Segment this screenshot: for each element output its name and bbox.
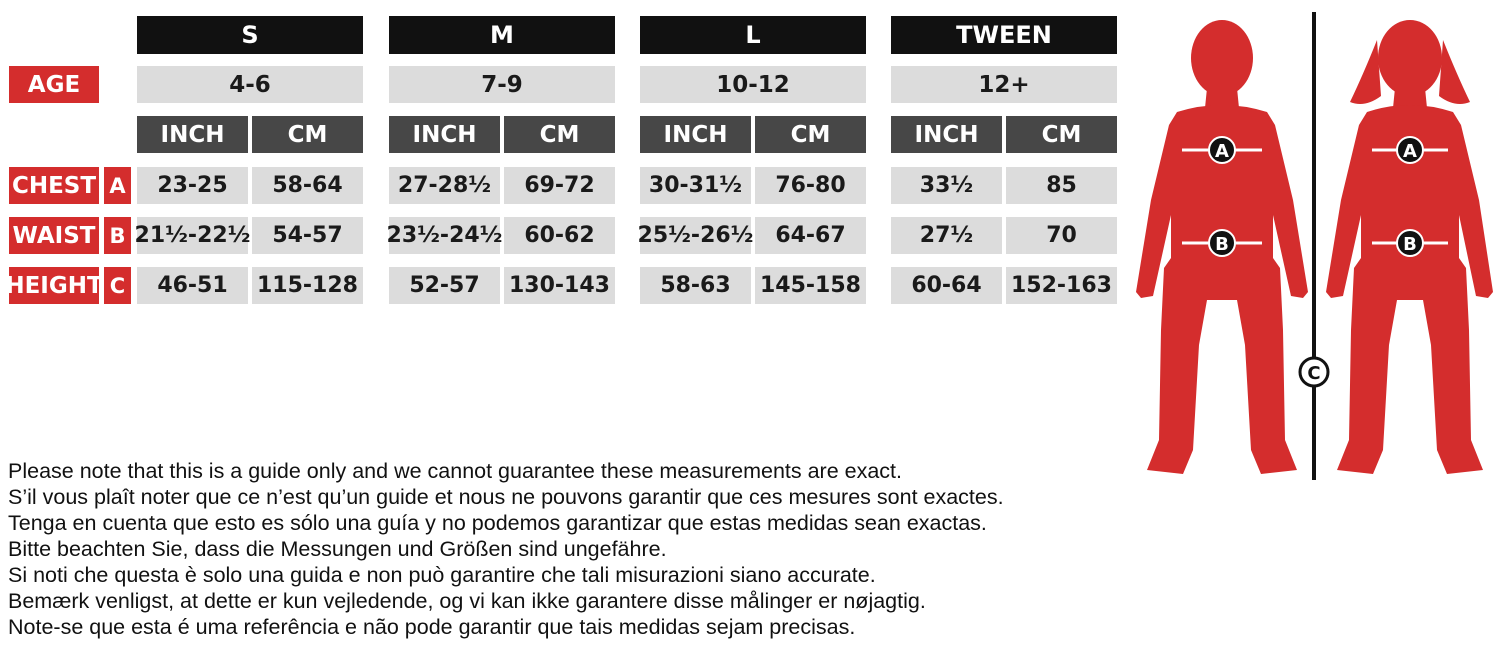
age-value-l: 10-12 <box>640 66 866 103</box>
size-header-l: L <box>640 16 866 54</box>
size-header-tween: TWEEN <box>891 16 1117 54</box>
row-letter-height: C <box>104 267 131 304</box>
waist-cm-l: 64-67 <box>755 217 866 254</box>
height-cm-tween: 152-163 <box>1006 267 1117 304</box>
age-value-s: 4-6 <box>137 66 363 103</box>
note-english: Please note that this is a guide only and we cannot guarantee these measurements are exact. <box>8 459 903 483</box>
note-german: Bitte beachten Sie, dass die Messungen und Größen sind ungefähre. <box>8 537 667 561</box>
size-header-m: M <box>389 16 615 54</box>
age-value-m: 7-9 <box>389 66 615 103</box>
chest-inch-s: 23-25 <box>137 167 248 204</box>
height-inch-l: 58-63 <box>640 267 751 304</box>
row-letter-waist: B <box>104 217 131 254</box>
height-cm-s: 115-128 <box>252 267 363 304</box>
height-inch-m: 52-57 <box>389 267 500 304</box>
waist-cm-tween: 70 <box>1006 217 1117 254</box>
note-french: S’il vous plaît noter que ce n’est qu’un guide et nous ne pouvons garantir que ces mesures sont exactes. <box>8 485 1004 509</box>
unit-cm-m: CM <box>504 116 615 153</box>
waist-inch-m: 23½-24½ <box>389 217 500 254</box>
row-label-waist: WAIST <box>9 217 99 254</box>
row-label-chest: CHEST <box>9 167 99 204</box>
row-label-age: AGE <box>9 66 99 103</box>
waist-cm-s: 54-57 <box>252 217 363 254</box>
marker-height <box>1300 358 1328 386</box>
marker-waist-boy-label: B <box>1215 234 1229 255</box>
row-letter-chest: A <box>104 167 131 204</box>
chest-cm-s: 58-64 <box>252 167 363 204</box>
chest-inch-l: 30-31½ <box>640 167 751 204</box>
unit-cm-s: CM <box>252 116 363 153</box>
unit-inch-s: INCH <box>137 116 248 153</box>
chest-inch-tween: 33½ <box>891 167 1002 204</box>
marker-chest-girl <box>1397 137 1423 163</box>
disclaimer-notes <box>8 458 1128 640</box>
chest-cm-tween: 85 <box>1006 167 1117 204</box>
unit-inch-tween: INCH <box>891 116 1002 153</box>
marker-chest-boy-label: A <box>1215 141 1229 162</box>
marker-waist-girl-label: B <box>1403 234 1417 255</box>
chest-inch-m: 27-28½ <box>389 167 500 204</box>
note-spanish: Tenga en cuenta que esto es sólo una guía y no podemos garantizar que estas medidas sean exactas. <box>8 511 987 535</box>
height-cm-l: 145-158 <box>755 267 866 304</box>
note-danish: Bemærk venligst, at dette er kun vejledende, og vi kan ikke garantere disse målinger er nøjagtig. <box>8 589 926 613</box>
marker-height-label: C <box>1307 363 1321 384</box>
waist-inch-s: 21½-22½ <box>137 217 248 254</box>
waist-inch-l: 25½-26½ <box>640 217 751 254</box>
marker-chest-girl-label: A <box>1403 141 1417 162</box>
chest-cm-m: 69-72 <box>504 167 615 204</box>
marker-chest-boy <box>1209 137 1235 163</box>
unit-cm-tween: CM <box>1006 116 1117 153</box>
size-header-s: S <box>137 16 363 54</box>
chest-cm-l: 76-80 <box>755 167 866 204</box>
measurement-figures <box>1125 0 1495 490</box>
height-inch-s: 46-51 <box>137 267 248 304</box>
waist-cm-m: 60-62 <box>504 217 615 254</box>
note-portuguese: Note-se que esta é uma referência e não pode garantir que tais medidas sejam precisas. <box>8 615 856 639</box>
unit-inch-m: INCH <box>389 116 500 153</box>
age-value-tween: 12+ <box>891 66 1117 103</box>
marker-waist-girl <box>1397 230 1423 256</box>
waist-inch-tween: 27½ <box>891 217 1002 254</box>
height-inch-tween: 60-64 <box>891 267 1002 304</box>
height-cm-m: 130-143 <box>504 267 615 304</box>
note-italian: Si noti che questa è solo una guida e non può garantire che tali misurazioni siano accurate. <box>8 563 876 587</box>
marker-waist-boy <box>1209 230 1235 256</box>
unit-inch-l: INCH <box>640 116 751 153</box>
unit-cm-l: CM <box>755 116 866 153</box>
row-label-height: HEIGHT <box>9 267 99 304</box>
